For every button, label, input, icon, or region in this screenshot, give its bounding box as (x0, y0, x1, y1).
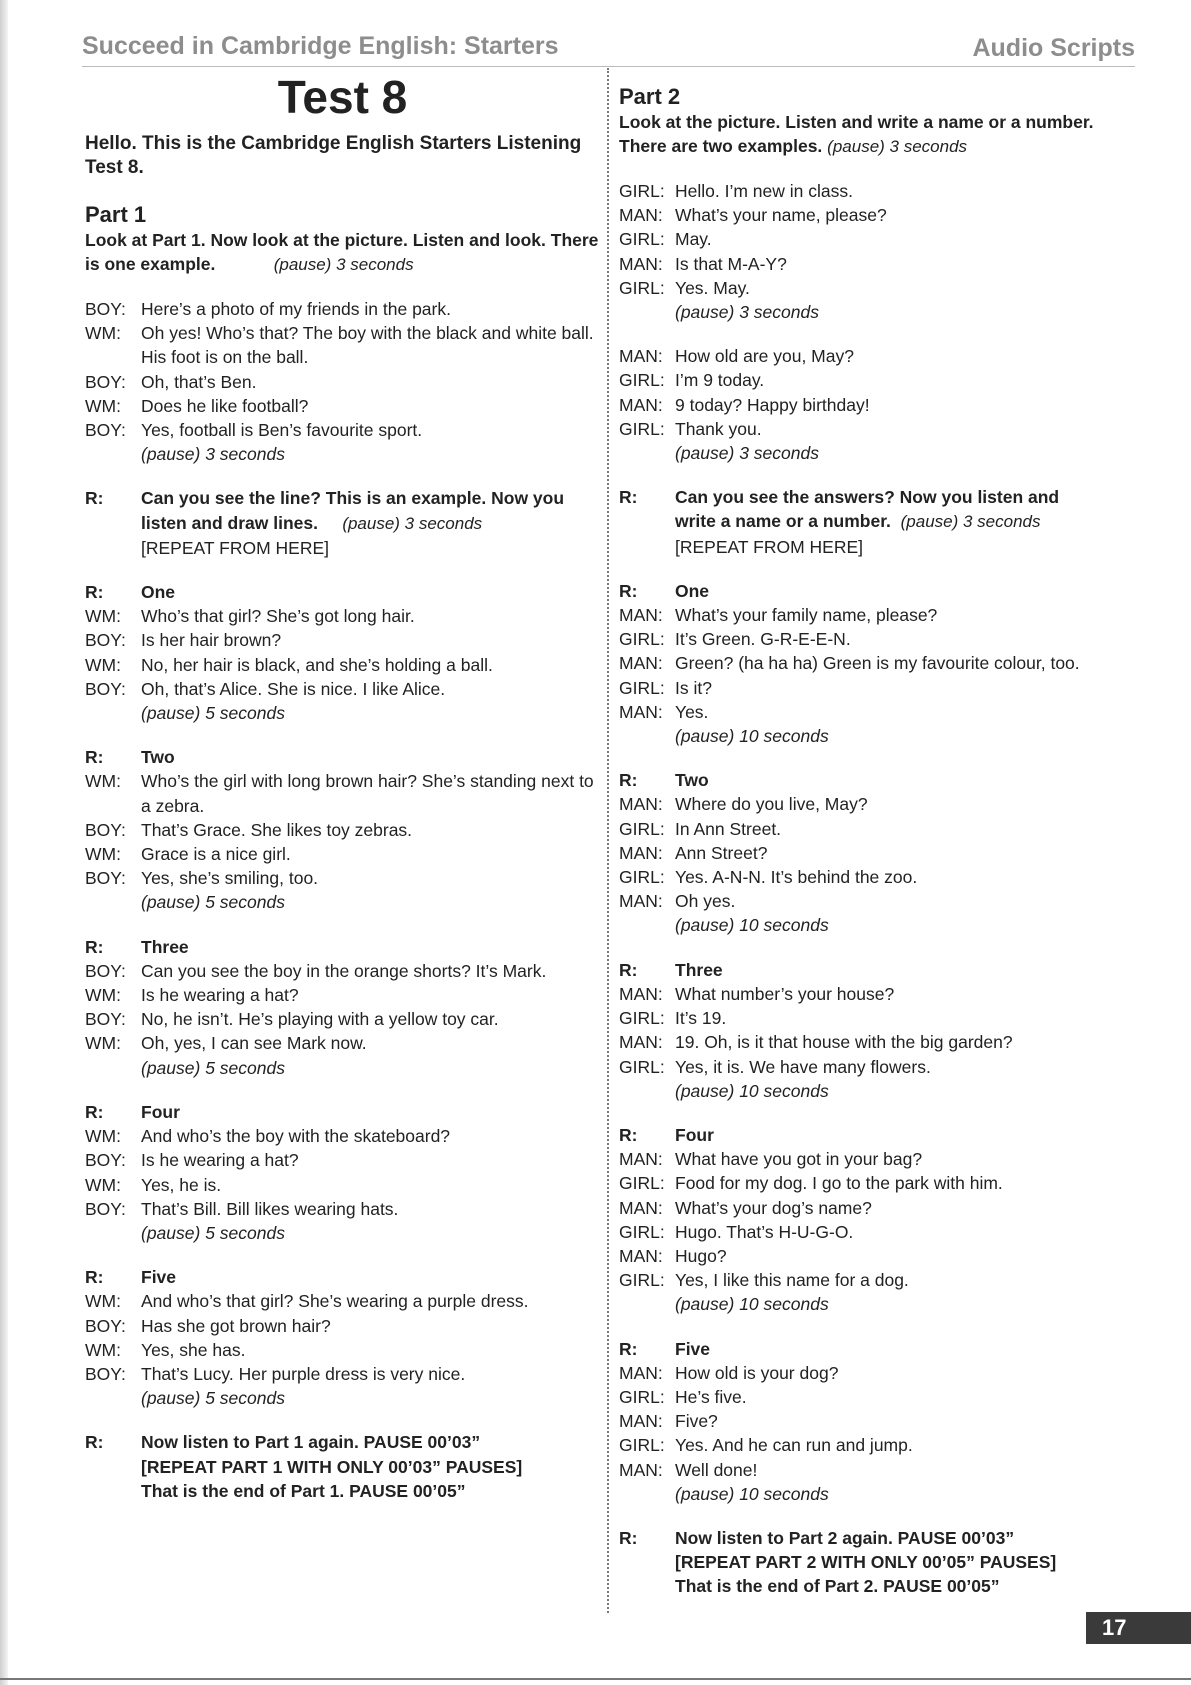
column-divider (607, 68, 609, 1613)
dialogue-text: Grace is a nice girl. (141, 844, 291, 865)
dialogue-text: Yes, football is Ben’s favourite sport. (141, 420, 423, 441)
dialogue-line (85, 769, 600, 817)
pause-note: (pause) 3 seconds (900, 512, 1041, 532)
question-label: Two (141, 747, 175, 768)
speaker: MAN: (619, 394, 663, 415)
dialogue-line (619, 1220, 1099, 1244)
speaker: GIRL: (619, 1386, 665, 1407)
dialogue-text: Oh, that’s Alice. She is nice. I like Alice. (141, 678, 446, 699)
pause-note: (pause) 3 seconds (675, 302, 819, 323)
dialogue-text: Well done! (675, 1459, 758, 1480)
dialogue-line (619, 889, 1099, 913)
speaker: BOY: (85, 1009, 126, 1030)
speaker: BOY: (85, 299, 126, 319)
speaker: WM: (85, 1126, 121, 1147)
dialogue-text: In Ann Street. (675, 818, 782, 839)
speaker: BOY: (85, 1315, 126, 1336)
dialogue-line (85, 1148, 600, 1172)
speaker: MAN: (619, 983, 663, 1004)
dialogue-line (85, 321, 600, 369)
dialogue-line (619, 651, 1099, 675)
dialogue-text: Yes, it is. We have many flowers. (675, 1056, 931, 1077)
dialogue-text: It’s 19. (675, 1008, 727, 1029)
part2-example-1 (619, 179, 1099, 324)
speaker: MAN: (619, 605, 663, 626)
speaker: R: (619, 1338, 638, 1359)
dialogue-text: May. (675, 229, 712, 250)
dialogue-line (619, 1361, 1099, 1385)
part1-end (85, 1430, 600, 1503)
dialogue-text: That’s Bill. Bill likes wearing hats. (141, 1198, 399, 1219)
pause-note: (pause) 5 seconds (141, 703, 285, 724)
speaker: R: (85, 1267, 104, 1288)
dialogue-text: Is that M-A-Y? (675, 253, 787, 274)
dialogue-text: I’m 9 today. (675, 370, 765, 391)
series-title: Succeed in Cambridge English: Starters (82, 32, 559, 60)
dialogue-text: And who’s the boy with the skateboard? (141, 1126, 451, 1147)
dialogue-text: Has she got brown hair? (141, 1315, 331, 1336)
part2-example-2 (619, 344, 1099, 465)
speaker: MAN: (619, 842, 663, 863)
speaker: MAN: (619, 701, 663, 722)
part2-question-1 (619, 579, 1099, 748)
pause-note: (pause) 5 seconds (141, 1388, 285, 1409)
speaker: WM: (85, 985, 121, 1006)
question-label: Three (141, 936, 189, 957)
dialogue-text: Oh, that’s Ben. (141, 371, 257, 392)
dialogue-text: Is her hair brown? (141, 630, 282, 651)
part2-instruction-text: Look at the picture. Listen and write a name or a number. There are two examples. (619, 112, 1094, 156)
dialogue-line (85, 842, 600, 866)
speaker: GIRL: (619, 1435, 665, 1456)
pause-note: (pause) 10 seconds (675, 1483, 829, 1504)
speaker: R: (85, 488, 104, 509)
pause-note: (pause) 3 seconds (342, 513, 483, 533)
dialogue-text: Is it? (675, 677, 712, 698)
dialogue-line (619, 700, 1099, 724)
dialogue-line (619, 252, 1099, 276)
end-line: Now listen to Part 2 again. PAUSE 00’03” (675, 1527, 1015, 1548)
speaker: GIRL: (619, 1008, 665, 1029)
dialogue-text: And who’s that girl? She’s wearing a purple dress. (141, 1291, 529, 1312)
end-line: That is the end of Part 1. PAUSE 00’05” (141, 1480, 466, 1501)
part1-question-3 (85, 935, 600, 1080)
dialogue-line (85, 866, 600, 890)
test-title: Test 8 (277, 71, 408, 123)
r-instruction-text: Can you see the answers? Now you listen and write a name or a number. (675, 487, 1060, 532)
dialogue-line (85, 1173, 600, 1197)
part2-question-5 (619, 1337, 1099, 1506)
speaker: BOY: (85, 1363, 126, 1384)
dialogue-text: How old is your dog? (675, 1362, 839, 1383)
dialogue-text: Ann Street? (675, 842, 768, 863)
page-number: 17 (1102, 1615, 1127, 1640)
question-label: Four (141, 1101, 180, 1122)
dialogue-text: 19. Oh, is it that house with the big garden? (675, 1032, 1013, 1053)
speaker: MAN: (619, 1197, 663, 1218)
dialogue-line (85, 677, 600, 701)
speaker: WM: (85, 771, 121, 792)
pause-note: (pause) 5 seconds (141, 1222, 285, 1243)
speaker: GIRL: (619, 867, 665, 888)
part2-instruction (619, 110, 1099, 159)
speaker: WM: (85, 395, 121, 416)
dialogue-text: He’s five. (675, 1386, 747, 1407)
dialogue-text: Yes. (675, 701, 709, 722)
dialogue-text: Is he wearing a hat? (141, 985, 299, 1006)
speaker: R: (619, 959, 638, 980)
part2-instruction-pause: (pause) 3 seconds (827, 137, 968, 156)
speaker: MAN: (619, 794, 663, 815)
dialogue-line (619, 841, 1099, 865)
dialogue-line (85, 628, 600, 652)
speaker: GIRL: (619, 418, 665, 439)
pause-note: (pause) 5 seconds (141, 1057, 285, 1078)
speaker: MAN: (619, 1245, 663, 1266)
dialogue-text: Hello. I’m new in class. (675, 181, 853, 201)
speaker: BOY: (85, 371, 126, 392)
dialogue-line (85, 653, 600, 677)
dialogue-line (619, 1458, 1099, 1482)
dialogue-line (85, 1031, 600, 1055)
dialogue-text: Can you see the boy in the orange shorts? It’s Mark. (141, 960, 547, 981)
dialogue-text: No, her hair is black, and she’s holding a ball. (141, 654, 493, 675)
dialogue-text: Thank you. (675, 418, 762, 439)
end-line: That is the end of Part 2. PAUSE 00’05” (675, 1576, 1000, 1597)
dialogue-line (85, 370, 600, 394)
speaker: MAN: (619, 653, 663, 674)
speaker: MAN: (619, 1032, 663, 1053)
part1-question-2 (85, 745, 600, 914)
dialogue-line (619, 1244, 1099, 1268)
part1-example (85, 297, 600, 466)
speaker: GIRL: (619, 1221, 665, 1242)
end-line: Now listen to Part 1 again. PAUSE 00’03” (141, 1432, 481, 1453)
dialogue-text: 9 today? Happy birthday! (675, 394, 870, 415)
dialogue-line (619, 1030, 1099, 1054)
speaker: R: (619, 1527, 638, 1548)
speaker: WM: (85, 1174, 121, 1195)
dialogue-line (619, 603, 1099, 627)
r-instruction-text: Can you see the line? This is an example. Now you listen and draw lines. (141, 488, 565, 533)
part1-question-4 (85, 1100, 600, 1245)
pause-note: (pause) 3 seconds (675, 443, 819, 464)
speaker: MAN: (619, 205, 663, 226)
speaker: MAN: (619, 1459, 663, 1480)
part1-r-instruction (85, 486, 600, 560)
speaker: WM: (85, 606, 121, 627)
dialogue-line (85, 959, 600, 983)
dialogue-line (85, 818, 600, 842)
speaker: GIRL: (619, 1270, 665, 1291)
question-label: One (675, 580, 710, 601)
speaker: BOY: (85, 678, 126, 699)
dialogue-line (85, 297, 600, 321)
speaker: WM: (85, 1033, 121, 1054)
page-edge-shadow (0, 0, 8, 1685)
dialogue-line (619, 1409, 1099, 1433)
speaker: GIRL: (619, 370, 665, 391)
question-label: Four (675, 1124, 714, 1145)
dialogue-line (619, 1196, 1099, 1220)
dialogue-line (619, 676, 1099, 700)
dialogue-line (619, 1147, 1099, 1171)
part2-end (619, 1526, 1099, 1599)
speaker: WM: (85, 1339, 121, 1360)
speaker: MAN: (619, 1149, 663, 1170)
dialogue-line (619, 344, 1099, 368)
dialogue-line (619, 1385, 1099, 1409)
part1-question-1 (85, 580, 600, 725)
dialogue-line (619, 1433, 1099, 1457)
speaker: BOY: (85, 960, 126, 981)
dialogue-text: What’s your name, please? (675, 205, 887, 226)
dialogue-line (619, 982, 1099, 1006)
repeat-note: [REPEAT FROM HERE] (141, 537, 329, 558)
speaker: BOY: (85, 420, 126, 441)
speaker: MAN: (619, 1411, 663, 1432)
dialogue-line (619, 227, 1099, 251)
page-number-badge (1086, 1612, 1191, 1644)
speaker: R: (85, 747, 104, 768)
speaker: R: (619, 580, 638, 601)
question-label: Two (675, 770, 709, 791)
page-header (82, 32, 1135, 67)
dialogue-line (619, 179, 1099, 203)
speaker: GIRL: (619, 1173, 665, 1194)
part2-question-4 (619, 1123, 1099, 1317)
speaker: BOY: (85, 630, 126, 651)
dialogue-text: Yes. And he can run and jump. (675, 1435, 913, 1456)
dialogue-text: It’s Green. G-R-E-E-N. (675, 629, 851, 650)
dialogue-text: Food for my dog. I go to the park with him. (675, 1173, 1003, 1194)
question-label: Three (675, 959, 723, 980)
test-intro: Hello. This is the Cambridge English Starters Listening Test 8. (85, 133, 582, 178)
dialogue-text: Who’s the girl with long brown hair? She’s standing next to a zebra. (141, 771, 594, 816)
dialogue-text: Green? (ha ha ha) Green is my favourite colour, too. (675, 653, 1080, 674)
speaker: R: (85, 1432, 104, 1453)
end-line: [REPEAT PART 1 WITH ONLY 00’03” PAUSES] (141, 1456, 523, 1477)
speaker: R: (619, 1124, 638, 1145)
dialogue-line (619, 865, 1099, 889)
dialogue-line (85, 418, 600, 442)
speaker: R: (619, 770, 638, 791)
dialogue-text: No, he isn’t. He’s playing with a yellow toy car. (141, 1009, 499, 1030)
part2-r-instruction (619, 485, 1099, 559)
dialogue-line (619, 817, 1099, 841)
dialogue-text: Oh yes. (675, 891, 736, 912)
question-label: Five (141, 1267, 177, 1288)
speaker: GIRL: (619, 818, 665, 839)
dialogue-line (619, 1006, 1099, 1030)
speaker: BOY: (85, 819, 126, 840)
speaker: BOY: (85, 1150, 126, 1171)
speaker: GIRL: (619, 181, 665, 201)
dialogue-text: Hugo. That’s H-U-G-O. (675, 1221, 854, 1242)
speaker: BOY: (85, 1198, 126, 1219)
dialogue-text: Yes, she has. (141, 1339, 246, 1360)
dialogue-text: Yes, I like this name for a dog. (675, 1270, 909, 1291)
dialogue-text: What number’s your house? (675, 983, 895, 1004)
question-label: One (141, 582, 176, 603)
speaker: MAN: (619, 253, 663, 274)
dialogue-line (85, 604, 600, 628)
part1-instruction (85, 228, 600, 277)
speaker: BOY: (85, 868, 126, 889)
dialogue-line (619, 417, 1099, 441)
speaker: GIRL: (619, 629, 665, 650)
dialogue-text: Yes. A-N-N. It’s behind the zoo. (675, 867, 918, 888)
speaker: MAN: (619, 891, 663, 912)
dialogue-line (85, 1362, 600, 1386)
dialogue-line (85, 1314, 600, 1338)
speaker: GIRL: (619, 677, 665, 698)
dialogue-text: Yes. May. (675, 277, 750, 298)
repeat-note: [REPEAT FROM HERE] (675, 536, 863, 557)
dialogue-line (619, 1171, 1099, 1195)
dialogue-line (619, 627, 1099, 651)
dialogue-text: How old are you, May? (675, 346, 854, 367)
pause-note: (pause) 10 seconds (675, 1080, 829, 1101)
pause-note: (pause) 5 seconds (141, 892, 285, 913)
dialogue-line (85, 1289, 600, 1313)
right-column (619, 70, 1099, 1619)
dialogue-line (619, 792, 1099, 816)
dialogue-text: Here’s a photo of my friends in the park. (141, 299, 451, 319)
left-column (85, 70, 600, 1523)
dialogue-line (619, 203, 1099, 227)
dialogue-text: Yes, she’s smiling, too. (141, 868, 319, 889)
dialogue-line (619, 393, 1099, 417)
end-line: [REPEAT PART 2 WITH ONLY 00’05” PAUSES] (675, 1552, 1057, 1573)
speaker: WM: (85, 323, 121, 344)
part1-question-5 (85, 1265, 600, 1410)
dialogue-line (85, 1007, 600, 1031)
dialogue-text: What’s your dog’s name? (675, 1197, 872, 1218)
dialogue-line (619, 368, 1099, 392)
dialogue-text: Five? (675, 1411, 718, 1432)
dialogue-line (619, 1055, 1099, 1079)
dialogue-text: Is he wearing a hat? (141, 1150, 299, 1171)
pause-note: (pause) 10 seconds (675, 915, 829, 936)
speaker: GIRL: (619, 229, 665, 250)
question-label: Five (675, 1338, 711, 1359)
section-title: Audio Scripts (972, 34, 1135, 62)
part1-title: Part 1 (85, 202, 147, 227)
speaker: R: (85, 1101, 104, 1122)
dialogue-text: That’s Lucy. Her purple dress is very nice. (141, 1363, 466, 1384)
speaker: MAN: (619, 346, 663, 367)
dialogue-line (619, 1268, 1099, 1292)
speaker: MAN: (619, 1362, 663, 1383)
part2-question-2 (619, 768, 1099, 937)
dialogue-line (85, 1338, 600, 1362)
dialogue-line (85, 1197, 600, 1221)
speaker: WM: (85, 1291, 121, 1312)
speaker: GIRL: (619, 1056, 665, 1077)
dialogue-text: Oh, yes, I can see Mark now. (141, 1033, 367, 1054)
speaker: WM: (85, 654, 121, 675)
dialogue-line (619, 276, 1099, 300)
dialogue-text: What have you got in your bag? (675, 1149, 923, 1170)
dialogue-line (85, 1124, 600, 1148)
pause-note: (pause) 10 seconds (675, 726, 829, 747)
speaker: GIRL: (619, 277, 665, 298)
dialogue-text: Oh yes! Who’s that? The boy with the black and white ball. His foot is on the ball. (141, 323, 594, 368)
dialogue-text: What’s your family name, please? (675, 605, 938, 626)
part1-instruction-text: Look at Part 1. Now look at the picture. Listen and look. There is one example. (85, 230, 599, 274)
dialogue-text: That’s Grace. She likes toy zebras. (141, 819, 413, 840)
part2-title: Part 2 (619, 84, 681, 109)
dialogue-line (85, 394, 600, 418)
part2-question-3 (619, 958, 1099, 1103)
speaker: WM: (85, 844, 121, 865)
speaker: R: (619, 487, 638, 508)
dialogue-text: Hugo? (675, 1245, 727, 1266)
speaker: R: (85, 582, 104, 603)
pause-note: (pause) 3 seconds (141, 444, 285, 465)
dialogue-text: Yes, he is. (141, 1174, 222, 1195)
speaker: R: (85, 936, 104, 957)
pause-note: (pause) 10 seconds (675, 1294, 829, 1315)
dialogue-text: Where do you live, May? (675, 794, 868, 815)
dialogue-text: Who’s that girl? She’s got long hair. (141, 606, 415, 627)
part1-instruction-pause: (pause) 3 seconds (273, 255, 414, 274)
bottom-rule (0, 1678, 1191, 1680)
dialogue-line (85, 983, 600, 1007)
dialogue-text: Does he like football? (141, 395, 309, 416)
